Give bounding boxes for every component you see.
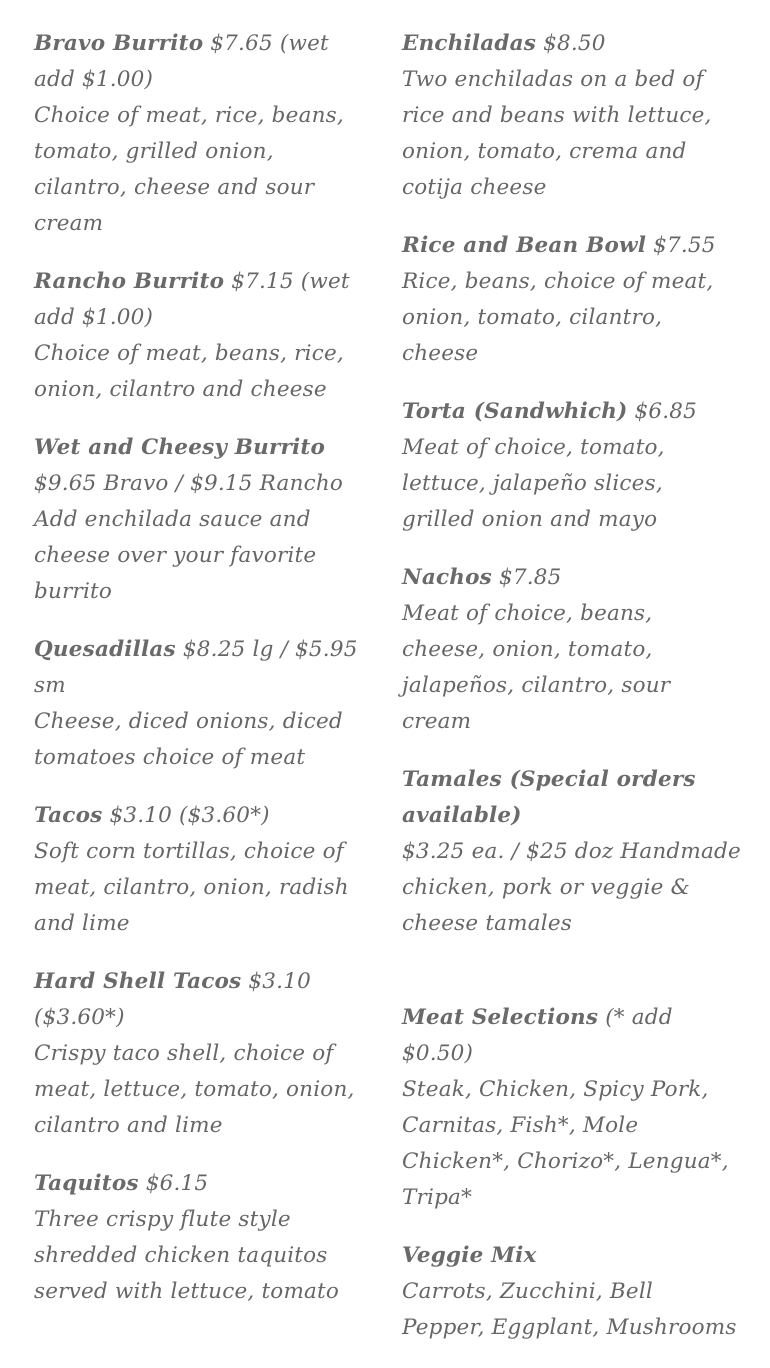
item-name: Bravo Burrito [34, 31, 204, 56]
menu-item-taquitos [34, 1166, 364, 1310]
item-description: Choice of meat, rice, beans, tomato, grilled onion, cilantro, cheese and sour cream [34, 103, 344, 236]
menu-item-enchiladas [402, 26, 742, 206]
item-name: Veggie Mix [402, 1243, 537, 1268]
item-price: $8.25 lg / $5.95 sm [34, 637, 358, 698]
menu-item-quesadillas [34, 632, 364, 776]
item-description: Two enchiladas on a bed of rice and beans with lettuce, onion, tomato, crema and cotija cheese [402, 67, 712, 200]
item-price: $7.55 [653, 233, 716, 258]
menu-item-wet-cheesy-burrito [34, 430, 364, 610]
item-description: Soft corn tortillas, choice of meat, cilantro, onion, radish and lime [34, 839, 349, 936]
menu-item-bravo-burrito [34, 26, 364, 242]
item-price: $7.85 [499, 565, 562, 590]
item-description: Add enchilada sauce and cheese over your favorite burrito [34, 507, 317, 604]
item-name: Torta (Sandwhich) [402, 399, 628, 424]
item-description: Choice of meat, beans, rice, onion, cilantro and cheese [34, 341, 344, 402]
item-price: $6.85 [634, 399, 698, 424]
item-name: Quesadillas [34, 637, 176, 662]
item-description: Rice, beans, choice of meat, onion, tomato, cilantro, cheese [402, 269, 714, 366]
item-description: Three crispy flute style shredded chicken taquitos served with lettuce, tomato [34, 1207, 340, 1304]
item-name: Meat Selections [402, 1005, 599, 1030]
menu-item-nachos [402, 560, 742, 740]
item-name: Nachos [402, 565, 492, 590]
item-description: Meat of choice, tomato, lettuce, jalapeño slices, grilled onion and mayo [402, 435, 665, 532]
item-description: Meat of choice, beans, cheese, onion, tomato, jalapeños, cilantro, sour cream [402, 601, 671, 734]
item-price: $6.15 [145, 1171, 209, 1196]
item-price: $3.10 ($3.60*) [34, 969, 311, 1030]
item-description: Carrots, Zucchini, Bell Pepper, Eggplant, Mushrooms [402, 1279, 737, 1340]
item-description: Steak, Chicken, Spicy Pork, Carnitas, Fish*, Mole Chicken*, Chorizo*, Lengua*, Tripa* [402, 1077, 729, 1210]
menu-item-torta [402, 394, 742, 538]
item-price: $9.65 Bravo / $9.15 Rancho [34, 471, 344, 496]
item-price: (* add $0.50) [402, 1005, 673, 1066]
menu-item-meat-selections [402, 1000, 742, 1216]
item-name: Wet and Cheesy Burrito [34, 435, 326, 460]
item-price: $7.65 (wet add $1.00) [34, 31, 329, 92]
item-name: Tacos [34, 803, 103, 828]
item-name: Taquitos [34, 1171, 139, 1196]
item-name: Rice and Bean Bowl [402, 233, 647, 258]
menu-item-tamales [402, 762, 742, 942]
menu-column-left [34, 26, 364, 1332]
item-price: $3.10 ($3.60*) [109, 803, 270, 828]
item-name: Enchiladas [402, 31, 537, 56]
item-description: $3.25 ea. / $25 doz Handmade chicken, pork or veggie & cheese tamales [402, 839, 741, 936]
menu-column-right [402, 26, 742, 1368]
menu-item-rancho-burrito [34, 264, 364, 408]
item-name: Rancho Burrito [34, 269, 225, 294]
menu-item-tacos [34, 798, 364, 942]
item-name: Tamales (Special orders available) [402, 767, 696, 828]
item-description: Crispy taco shell, choice of meat, lettuce, tomato, onion, cilantro and lime [34, 1041, 355, 1138]
item-name: Hard Shell Tacos [34, 969, 242, 994]
item-price: $8.50 [543, 31, 606, 56]
menu-item-veggie-mix [402, 1238, 742, 1346]
menu-item-rice-bean-bowl [402, 228, 742, 372]
item-price: $7.15 (wet add $1.00) [34, 269, 350, 330]
menu-item-hard-shell-tacos [34, 964, 364, 1144]
item-description: Cheese, diced onions, diced tomatoes choice of meat [34, 709, 343, 770]
